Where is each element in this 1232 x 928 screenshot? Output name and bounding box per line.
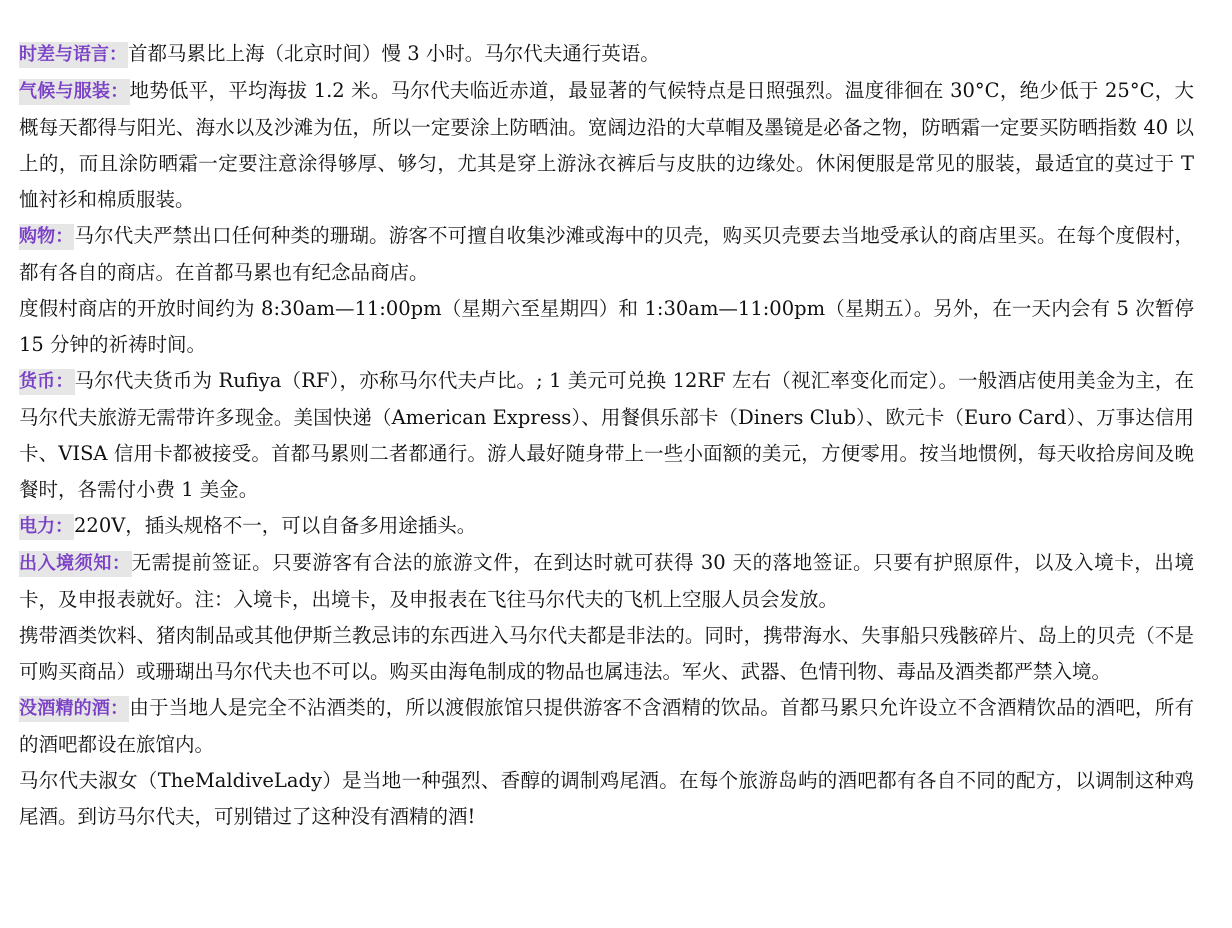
paragraph-prohibited-items [19,618,1194,690]
paragraph-text: 220V，插头规格不一，可以自备多用途插头。 [74,514,477,537]
paragraph-text: 携带酒类饮料、猪肉制品或其他伊斯兰教忌讳的东西进入马尔代夫都是非法的。同时，携带海水、失事船只残骸碎片、岛上的贝壳（不是可购买商品）或珊瑚出马尔代夫也不可以。购买由海龟制成的物品也属违法。军火、武器、色情刊物、毒品及酒类都严禁入境。 [19,624,1194,683]
section-label-climate-clothing: 气候与服装： [19,79,130,105]
paragraph-entry-exit [19,545,1194,618]
section-label-currency: 货币： [19,369,75,395]
paragraph-currency [19,363,1194,508]
paragraph-text: 度假村商店的开放时间约为 8:30am—11:00pm（星期六至星期四）和 1:30am—11:00pm（星期五）。另外，在一天内会有 5 次暂停 15 分钟的祈祷时间。 [19,297,1194,356]
paragraph-text: 首都马累比上海（北京时间）慢 3 小时。马尔代夫通行英语。 [128,42,660,65]
section-label-non-alcoholic: 没酒精的酒： [19,696,129,722]
paragraph-climate-clothing [19,73,1194,218]
paragraph-text: 马尔代夫货币为 Rufiya（RF），亦称马尔代夫卢比。; 1 美元可兑换 12RF 左右（视汇率变化而定）。一般酒店使用美金为主，在马尔代夫旅游无需带许多现金。美国快递（American Express）、用餐俱乐部卡（Diners Club）、欧元卡（Euro Card）、万事达信用卡、VISA 信用卡都被接受。首都马累则二者都通行。游人最好随身带上一些小面额的美元，方便零用。按当地惯例，每天收拾房间及晚餐时，各需付小费 1 美金。 [19,369,1194,501]
paragraph-text: 马尔代夫严禁出口任何种类的珊瑚。游客不可擅自收集沙滩或海中的贝壳，购买贝壳要去当地受承认的商店里买。在每个度假村，都有各自的商店。在首都马累也有纪念品商店。 [19,224,1194,284]
paragraph-maldive-lady [19,763,1194,835]
paragraph-text: 地势低平，平均海拔 1.2 米。马尔代夫临近赤道，最显著的气候特点是日照强烈。温度徘徊在 30°C，绝少低于 25°C，大概每天都得与阳光、海水以及沙滩为伍，所以一定要涂上防晒油。宽阔边沿的大草帽及墨镜是必备之物，防晒霜一定要买防晒指数 40 以上的，而且涂防晒霜一定要注意涂得够厚、够匀，尤其是穿上游泳衣裤后与皮肤的边缘处。休闲便服是常见的服装，最适宜的莫过于 T 恤衬衫和棉质服装。 [19,79,1194,211]
section-label-electricity: 电力： [19,514,74,540]
paragraph-shop-hours [19,291,1194,363]
section-label-time-language: 时差与语言： [19,42,128,68]
paragraph-text: 无需提前签证。只要游客有合法的旅游文件，在到达时就可获得 30 天的落地签证。只要有护照原件，以及入境卡，出境卡，及申报表就好。注：入境卡，出境卡，及申报表在飞往马尔代夫的飞机上空服人员会发放。 [19,551,1194,611]
paragraph-electricity [19,508,1194,545]
paragraph-non-alcoholic [19,690,1194,763]
paragraph-shopping [19,218,1194,291]
paragraph-time-language [19,36,1194,73]
section-label-shopping: 购物： [19,224,74,250]
paragraph-text: 由于当地人是完全不沾酒类的，所以渡假旅馆只提供游客不含酒精的饮品。首都马累只允许设立不含酒精饮品的酒吧，所有的酒吧都设在旅馆内。 [19,696,1194,756]
section-label-entry-exit: 出入境须知： [19,551,132,577]
paragraph-text: 马尔代夫淑女（TheMaldiveLady）是当地一种强烈、香醇的调制鸡尾酒。在每个旅游岛屿的酒吧都有各自不同的配方，以调制这种鸡尾酒。到访马尔代夫，可别错过了这种没有酒精的酒! [19,769,1194,828]
